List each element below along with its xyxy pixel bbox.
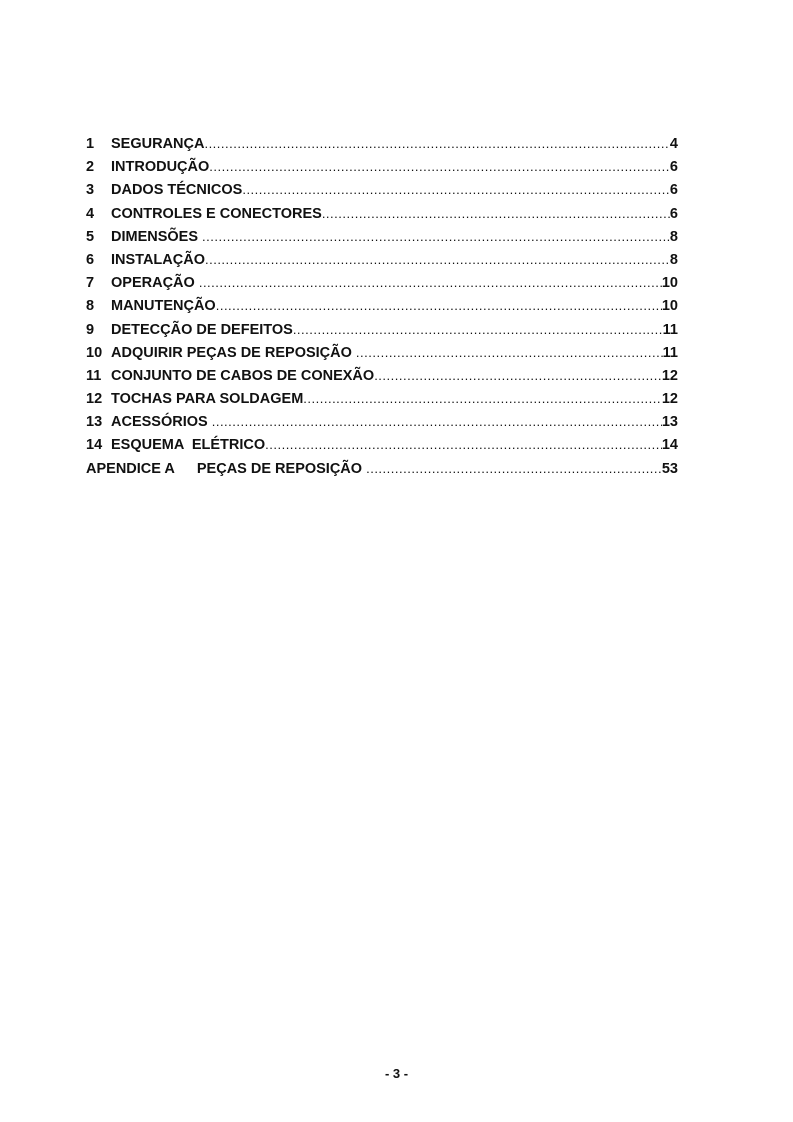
toc-entry-title: CONJUNTO DE CABOS DE CONEXÃO bbox=[111, 367, 375, 384]
toc-entry-title: INSTALAÇÃO bbox=[111, 251, 205, 268]
toc-entry-number: 2 bbox=[86, 159, 95, 176]
toc-entry-title: TOCHAS PARA SOLDAGEM bbox=[111, 391, 304, 408]
page-number: - 3 - bbox=[384, 1066, 409, 1081]
toc-entry-title: MANUTENÇÃO bbox=[111, 298, 216, 315]
toc-entry-page: 11 bbox=[662, 321, 678, 338]
toc-entry-page: 53 bbox=[661, 460, 678, 477]
toc-leader-dots bbox=[205, 252, 670, 267]
toc-entry-page: 6 bbox=[669, 182, 678, 199]
toc-entry-tochas-para-soldagem[interactable] bbox=[86, 391, 678, 414]
toc-entry-esquema-eletrico[interactable] bbox=[86, 437, 678, 460]
toc-entry-seguranca[interactable] bbox=[86, 136, 678, 159]
toc-entry-number: 5 bbox=[86, 228, 95, 245]
toc-entry-number: 11 bbox=[86, 367, 102, 384]
toc-leader-dots bbox=[303, 391, 662, 406]
toc-entry-number: 12 bbox=[86, 391, 103, 408]
toc-leader-dots bbox=[202, 229, 670, 244]
toc-entry-page: 13 bbox=[661, 414, 678, 431]
toc-entry-page: 8 bbox=[669, 251, 678, 268]
toc-entry-title: CONTROLES E CONECTORES bbox=[111, 205, 322, 222]
toc-entry-page: 14 bbox=[661, 437, 678, 454]
toc-entry-title: ESQUEMA ELÉTRICO bbox=[111, 437, 266, 454]
toc-entry-number: 10 bbox=[86, 344, 103, 361]
toc-entry-number: 9 bbox=[86, 321, 95, 338]
toc-entry-title: ADQUIRIR PEÇAS DE REPOSIÇÃO bbox=[111, 344, 356, 361]
table-of-contents bbox=[86, 136, 678, 484]
toc-entry-dimensoes[interactable] bbox=[86, 229, 678, 252]
toc-entry-title: PEÇAS DE REPOSIÇÃO bbox=[196, 460, 367, 477]
toc-entry-conjunto-de-cabos[interactable] bbox=[86, 368, 678, 391]
toc-entry-number: 7 bbox=[86, 275, 95, 292]
toc-entry-manutencao[interactable] bbox=[86, 298, 678, 321]
toc-entry-title: DETECÇÃO DE DEFEITOS bbox=[111, 321, 293, 338]
toc-entry-acessorios[interactable] bbox=[86, 414, 678, 437]
toc-entry-deteccao-de-defeitos[interactable] bbox=[86, 322, 678, 345]
toc-leader-dots bbox=[374, 368, 662, 383]
toc-leader-dots bbox=[242, 182, 670, 197]
toc-entry-title: DADOS TÉCNICOS bbox=[111, 182, 243, 199]
toc-entry-page: 4 bbox=[669, 136, 678, 152]
toc-leader-dots bbox=[293, 322, 663, 337]
toc-entry-number: 6 bbox=[86, 251, 95, 268]
toc-leader-dots bbox=[356, 345, 663, 360]
toc-leader-dots bbox=[216, 298, 662, 313]
toc-entry-title: SEGURANÇA bbox=[111, 136, 205, 152]
toc-appendix-label: APENDICE A bbox=[86, 460, 175, 477]
toc-entry-page: 8 bbox=[669, 228, 678, 245]
toc-entry-title: INTRODUÇÃO bbox=[111, 159, 210, 176]
toc-leader-dots bbox=[204, 136, 669, 151]
toc-entry-page: 10 bbox=[661, 275, 678, 292]
toc-entry-operacao[interactable] bbox=[86, 275, 678, 298]
toc-entry-introducao[interactable] bbox=[86, 159, 678, 182]
toc-entry-page: 10 bbox=[661, 298, 678, 315]
toc-entry-number: 13 bbox=[86, 414, 103, 431]
toc-entry-page: 12 bbox=[661, 367, 678, 384]
toc-leader-dots bbox=[366, 461, 662, 476]
toc-entry-title: OPERAÇÃO bbox=[111, 275, 199, 292]
toc-entry-instalacao[interactable] bbox=[86, 252, 678, 275]
toc-leader-dots bbox=[265, 437, 662, 452]
toc-entry-appendix-a[interactable] bbox=[86, 461, 678, 484]
toc-entry-number: 1 bbox=[86, 136, 95, 152]
toc-entry-number: 4 bbox=[86, 205, 95, 222]
toc-entry-page: 11 bbox=[662, 344, 678, 361]
toc-entry-title: DIMENSÕES bbox=[111, 228, 203, 245]
toc-entry-number: 14 bbox=[86, 437, 103, 454]
toc-entry-page: 12 bbox=[661, 391, 678, 408]
toc-leader-dots bbox=[209, 159, 670, 174]
toc-entry-number: 8 bbox=[86, 298, 95, 315]
toc-leader-dots bbox=[212, 414, 662, 429]
toc-entry-page: 6 bbox=[669, 159, 678, 176]
toc-entry-dados-tecnicos[interactable] bbox=[86, 182, 678, 205]
toc-entry-number: 3 bbox=[86, 182, 95, 199]
toc-leader-dots bbox=[322, 206, 670, 221]
toc-leader-dots bbox=[199, 275, 662, 290]
toc-entry-title: ACESSÓRIOS bbox=[111, 414, 212, 431]
toc-entry-controles-e-conectores[interactable] bbox=[86, 206, 678, 229]
toc-entry-adquirir-pecas[interactable] bbox=[86, 345, 678, 368]
toc-entry-page: 6 bbox=[669, 205, 678, 222]
